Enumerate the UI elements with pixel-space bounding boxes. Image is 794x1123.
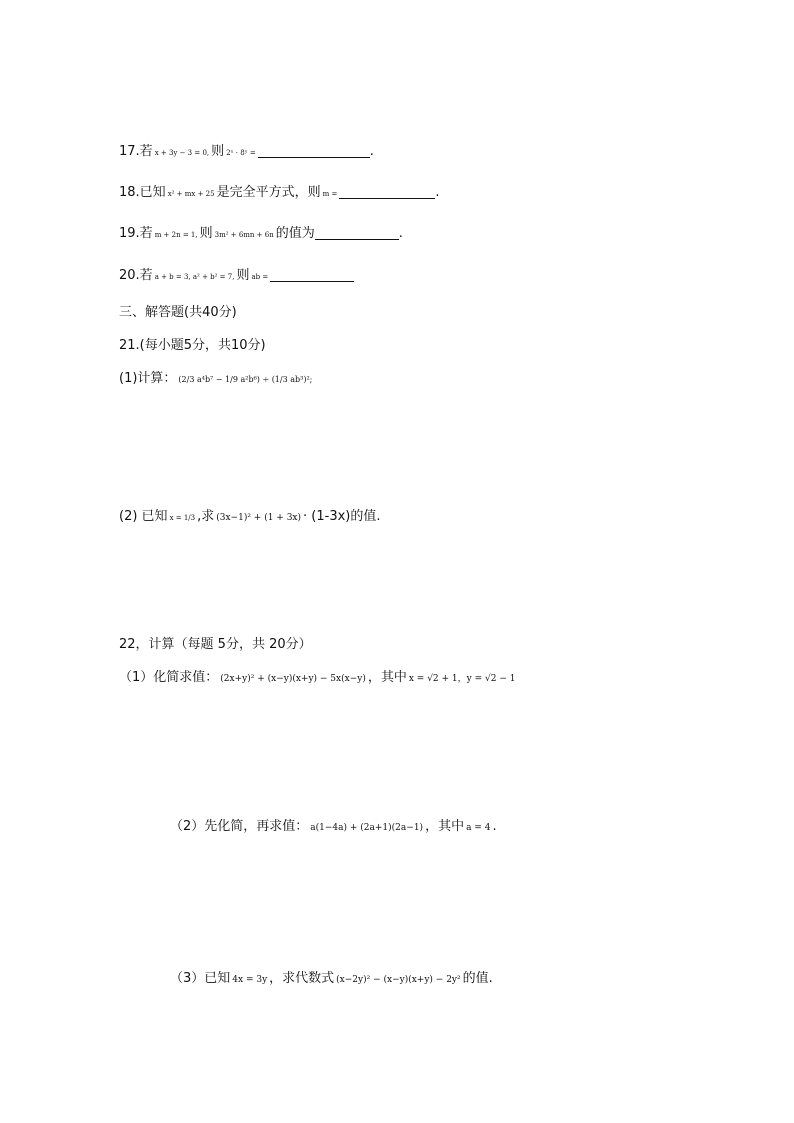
q22-p3-math2: (x−2y)² − (x−y)(x+y) − 2y² xyxy=(336,975,461,985)
q22-p1-math2: x = √2 + 1，y = √2 − 1 xyxy=(408,674,516,684)
q22-p2-label: （2）先化简，再求值： xyxy=(170,819,309,834)
q22-p3-label: （3）已知 xyxy=(170,971,231,986)
q18-end: . xyxy=(435,185,440,200)
q19-prefix: 19.若 xyxy=(119,226,153,241)
question-19 xyxy=(119,225,403,244)
q19-mid: 则 xyxy=(199,226,213,241)
q22-part3 xyxy=(170,970,493,989)
q21-p2-math2: (3x−1)² + (1 + 3x) xyxy=(216,513,302,523)
q17-math2: 2ˣ · 8ʸ = xyxy=(226,149,256,157)
q17-prefix: 17.若 xyxy=(119,144,153,159)
q21-part1 xyxy=(119,370,314,389)
q22-p2-math2: a = 4 xyxy=(466,823,491,833)
q22-part1 xyxy=(119,669,517,688)
q22-p1-label: （1）化简求值： xyxy=(119,670,219,685)
q22-p2-mid: ，其中 xyxy=(425,819,465,834)
q19-suffix: 的值为 xyxy=(275,226,315,241)
q19-end: . xyxy=(398,226,403,241)
q22-p2-end: . xyxy=(492,819,497,834)
q18-answer-blank[interactable] xyxy=(339,184,435,199)
q21-part2 xyxy=(119,508,380,527)
q22-p1-math: (2x+y)² + (x−y)(x+y) − 5x(x−y) xyxy=(220,674,366,684)
q18-prefix: 18.已知 xyxy=(119,185,166,200)
q20-mid: 则 xyxy=(236,268,250,283)
q17-end: . xyxy=(369,144,374,159)
q22-p3-end: 的值. xyxy=(462,971,493,986)
q22-part2 xyxy=(170,818,497,837)
q21-p2-math: x = 1/3 xyxy=(169,514,196,522)
q17-math: x + 3y − 3 = 0, xyxy=(154,149,210,157)
q22-p2-math: a(1−4a) + (2a+1)(2a−1) xyxy=(310,823,424,833)
q17-answer-blank[interactable] xyxy=(258,143,370,158)
q19-answer-blank[interactable] xyxy=(315,225,399,240)
q21-p2-tail: · (1-3x)的值. xyxy=(303,509,381,524)
q21-p1-label: (1)计算： xyxy=(119,371,177,386)
q20-prefix: 20.若 xyxy=(119,268,153,283)
question-20 xyxy=(119,267,354,286)
q21-p2-label: (2) 已知 xyxy=(119,509,168,524)
q22-p3-math: 4x = 3y xyxy=(232,975,268,985)
q21-p1-math: (2/3 a⁴b⁷ − 1/9 a²b⁶) ÷ (1/3 ab³)²; xyxy=(178,375,313,384)
q22-title: 22，计算（每题 5分，共 20分） xyxy=(119,637,312,652)
question-17 xyxy=(119,143,374,162)
q22-p1-mid: ，其中 xyxy=(367,670,407,685)
q21-p2-mid: ,求 xyxy=(197,509,215,524)
question-18 xyxy=(119,184,439,203)
q22-p3-mid: ，求代数式 xyxy=(269,971,335,986)
q18-math2: m = xyxy=(322,190,338,198)
q18-math: x² + mx + 25 xyxy=(167,190,215,198)
q18-mid: 是完全平方式，则 xyxy=(216,185,321,200)
q21-title: 21.(每小题5分，共10分) xyxy=(119,338,266,353)
section-3-heading: 三、解答题(共40分) xyxy=(119,305,237,320)
q20-math: a + b = 3, a² + b² = 7, xyxy=(154,273,235,281)
q20-math2: ab = xyxy=(251,273,269,281)
q20-answer-blank[interactable] xyxy=(270,267,354,282)
q19-math2: 3m² + 6mn + 6n xyxy=(214,231,274,239)
q19-math: m + 2n = 1, xyxy=(154,231,198,239)
q17-mid: 则 xyxy=(211,144,225,159)
